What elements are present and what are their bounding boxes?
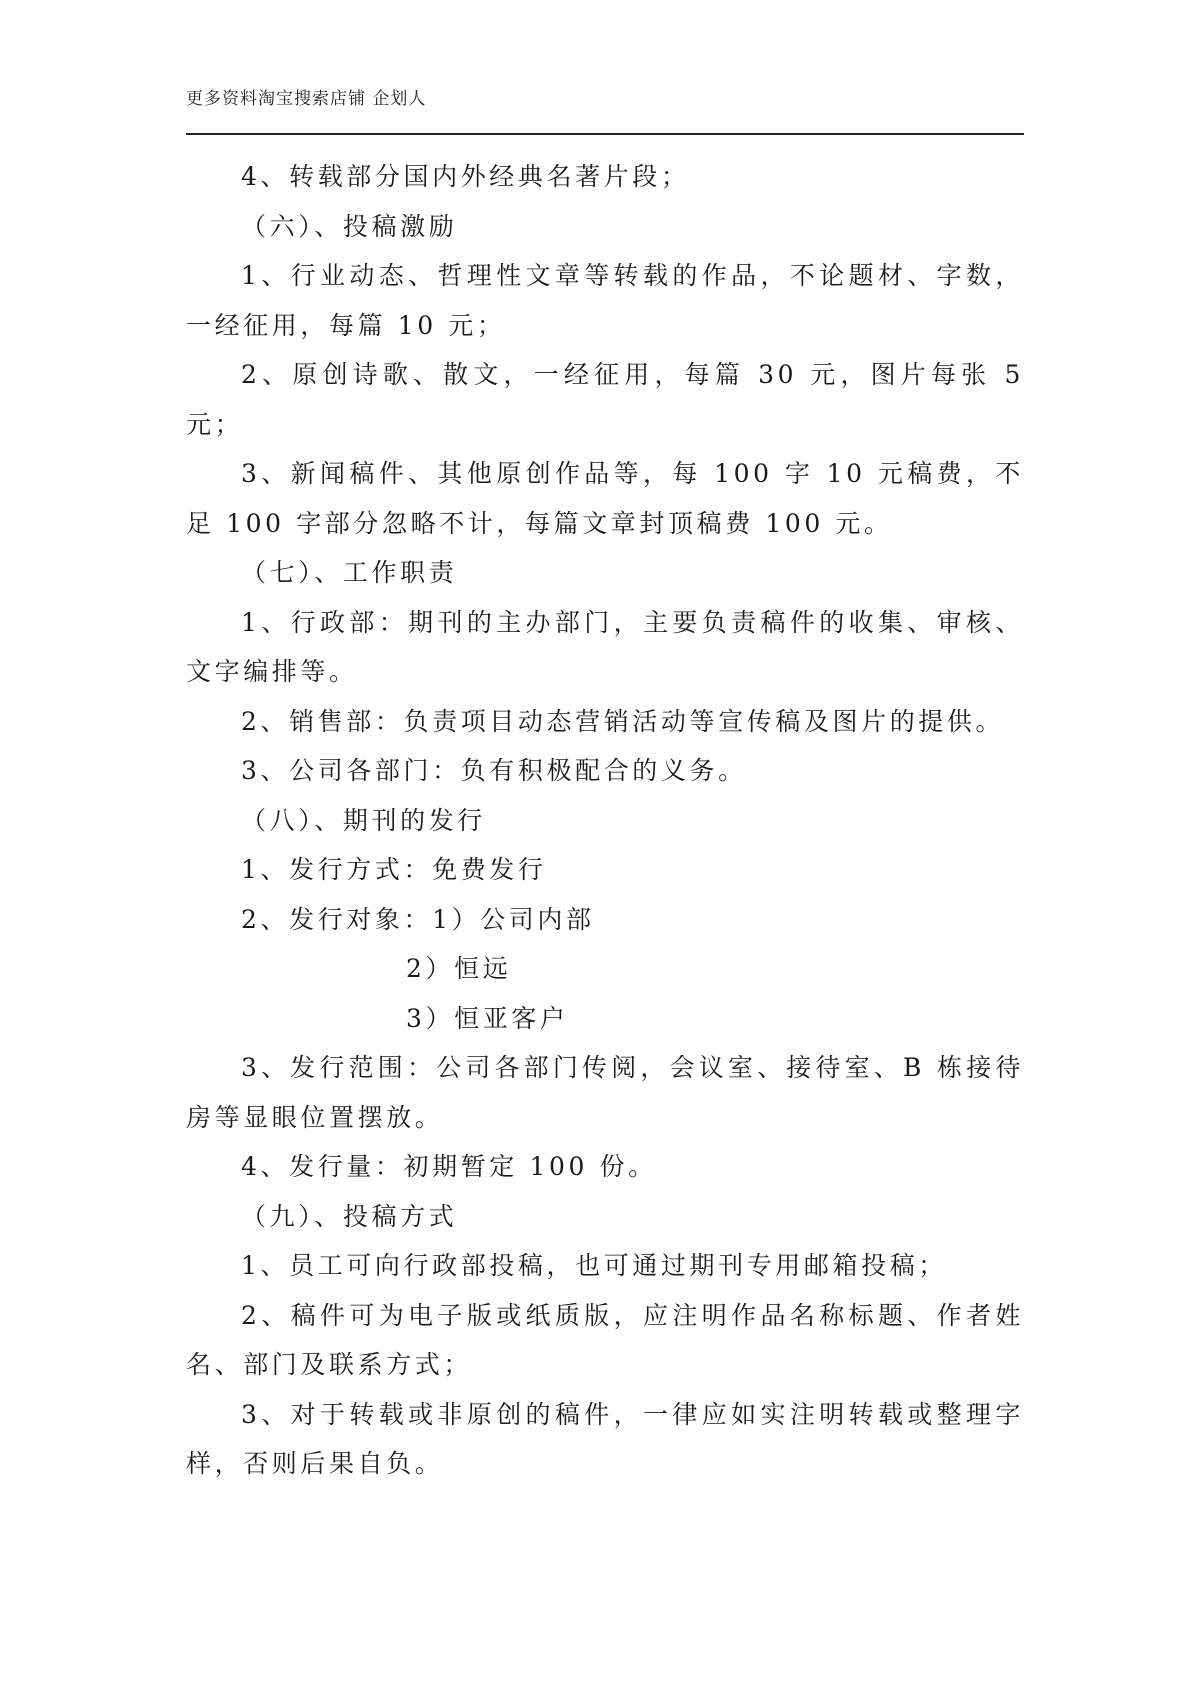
- header-divider: [186, 133, 1024, 135]
- list-item: 3、公司各部门：负有积极配合的义务。: [241, 756, 747, 785]
- list-item: 2、销售部：负责项目动态营销活动等宣传稿及图片的提供。: [241, 706, 1005, 736]
- list-item: 2、原创诗歌、散文，一经征用，每篇 30 元，图片每张 5 元；: [186, 360, 1024, 439]
- list-item: 1、行业动态、哲理性文章等转载的作品，不论题材、字数，一经征用，每篇 10 元；: [186, 261, 1024, 340]
- section-heading: （八）、期刊的发行: [241, 805, 486, 835]
- list-item: 4、转载部分国内外经典名著片段；: [241, 162, 690, 191]
- list-item: 1、行政部：期刊的主办部门，主要负责稿件的收集、审核、文字编排等。: [186, 607, 1024, 686]
- section-heading: （六）、投稿激励: [241, 211, 458, 241]
- list-item: 3、对于转载或非原创的稿件，一律应如实注明转载或整理字样，否则后果自负。: [186, 1399, 1024, 1478]
- section-heading: （九）、投稿方式: [241, 1201, 458, 1231]
- page-header: 更多资料淘宝搜索店铺 企划人: [186, 89, 427, 109]
- list-item: 3、新闻稿件、其他原创作品等，每 100 字 10 元稿费，不足 100 字部分忽略不计，每篇文章封顶稿费 100 元。: [186, 459, 1024, 538]
- sub-list-item: 2）恒远: [406, 954, 512, 983]
- list-item: 1、员工可向行政部投稿，也可通过期刊专用邮箱投稿；: [241, 1251, 947, 1280]
- list-item: 2、发行对象：1）公司内部: [241, 904, 595, 934]
- section-heading: （七）、工作职责: [241, 558, 458, 587]
- list-item: 3、发行范围：公司各部门传阅，会议室、接待室、B 栋接待房等显眼位置摆放。: [186, 1053, 1024, 1132]
- list-item: 1、发行方式：免费发行: [241, 855, 547, 884]
- sub-list-item: 3）恒亚客户: [406, 1003, 569, 1033]
- list-item: 4、发行量：初期暂定 100 份。: [241, 1152, 657, 1181]
- document-body: [186, 152, 1024, 1489]
- list-item: 2、稿件可为电子版或纸质版，应注明作品名称标题、作者姓名、部门及联系方式；: [186, 1300, 1024, 1379]
